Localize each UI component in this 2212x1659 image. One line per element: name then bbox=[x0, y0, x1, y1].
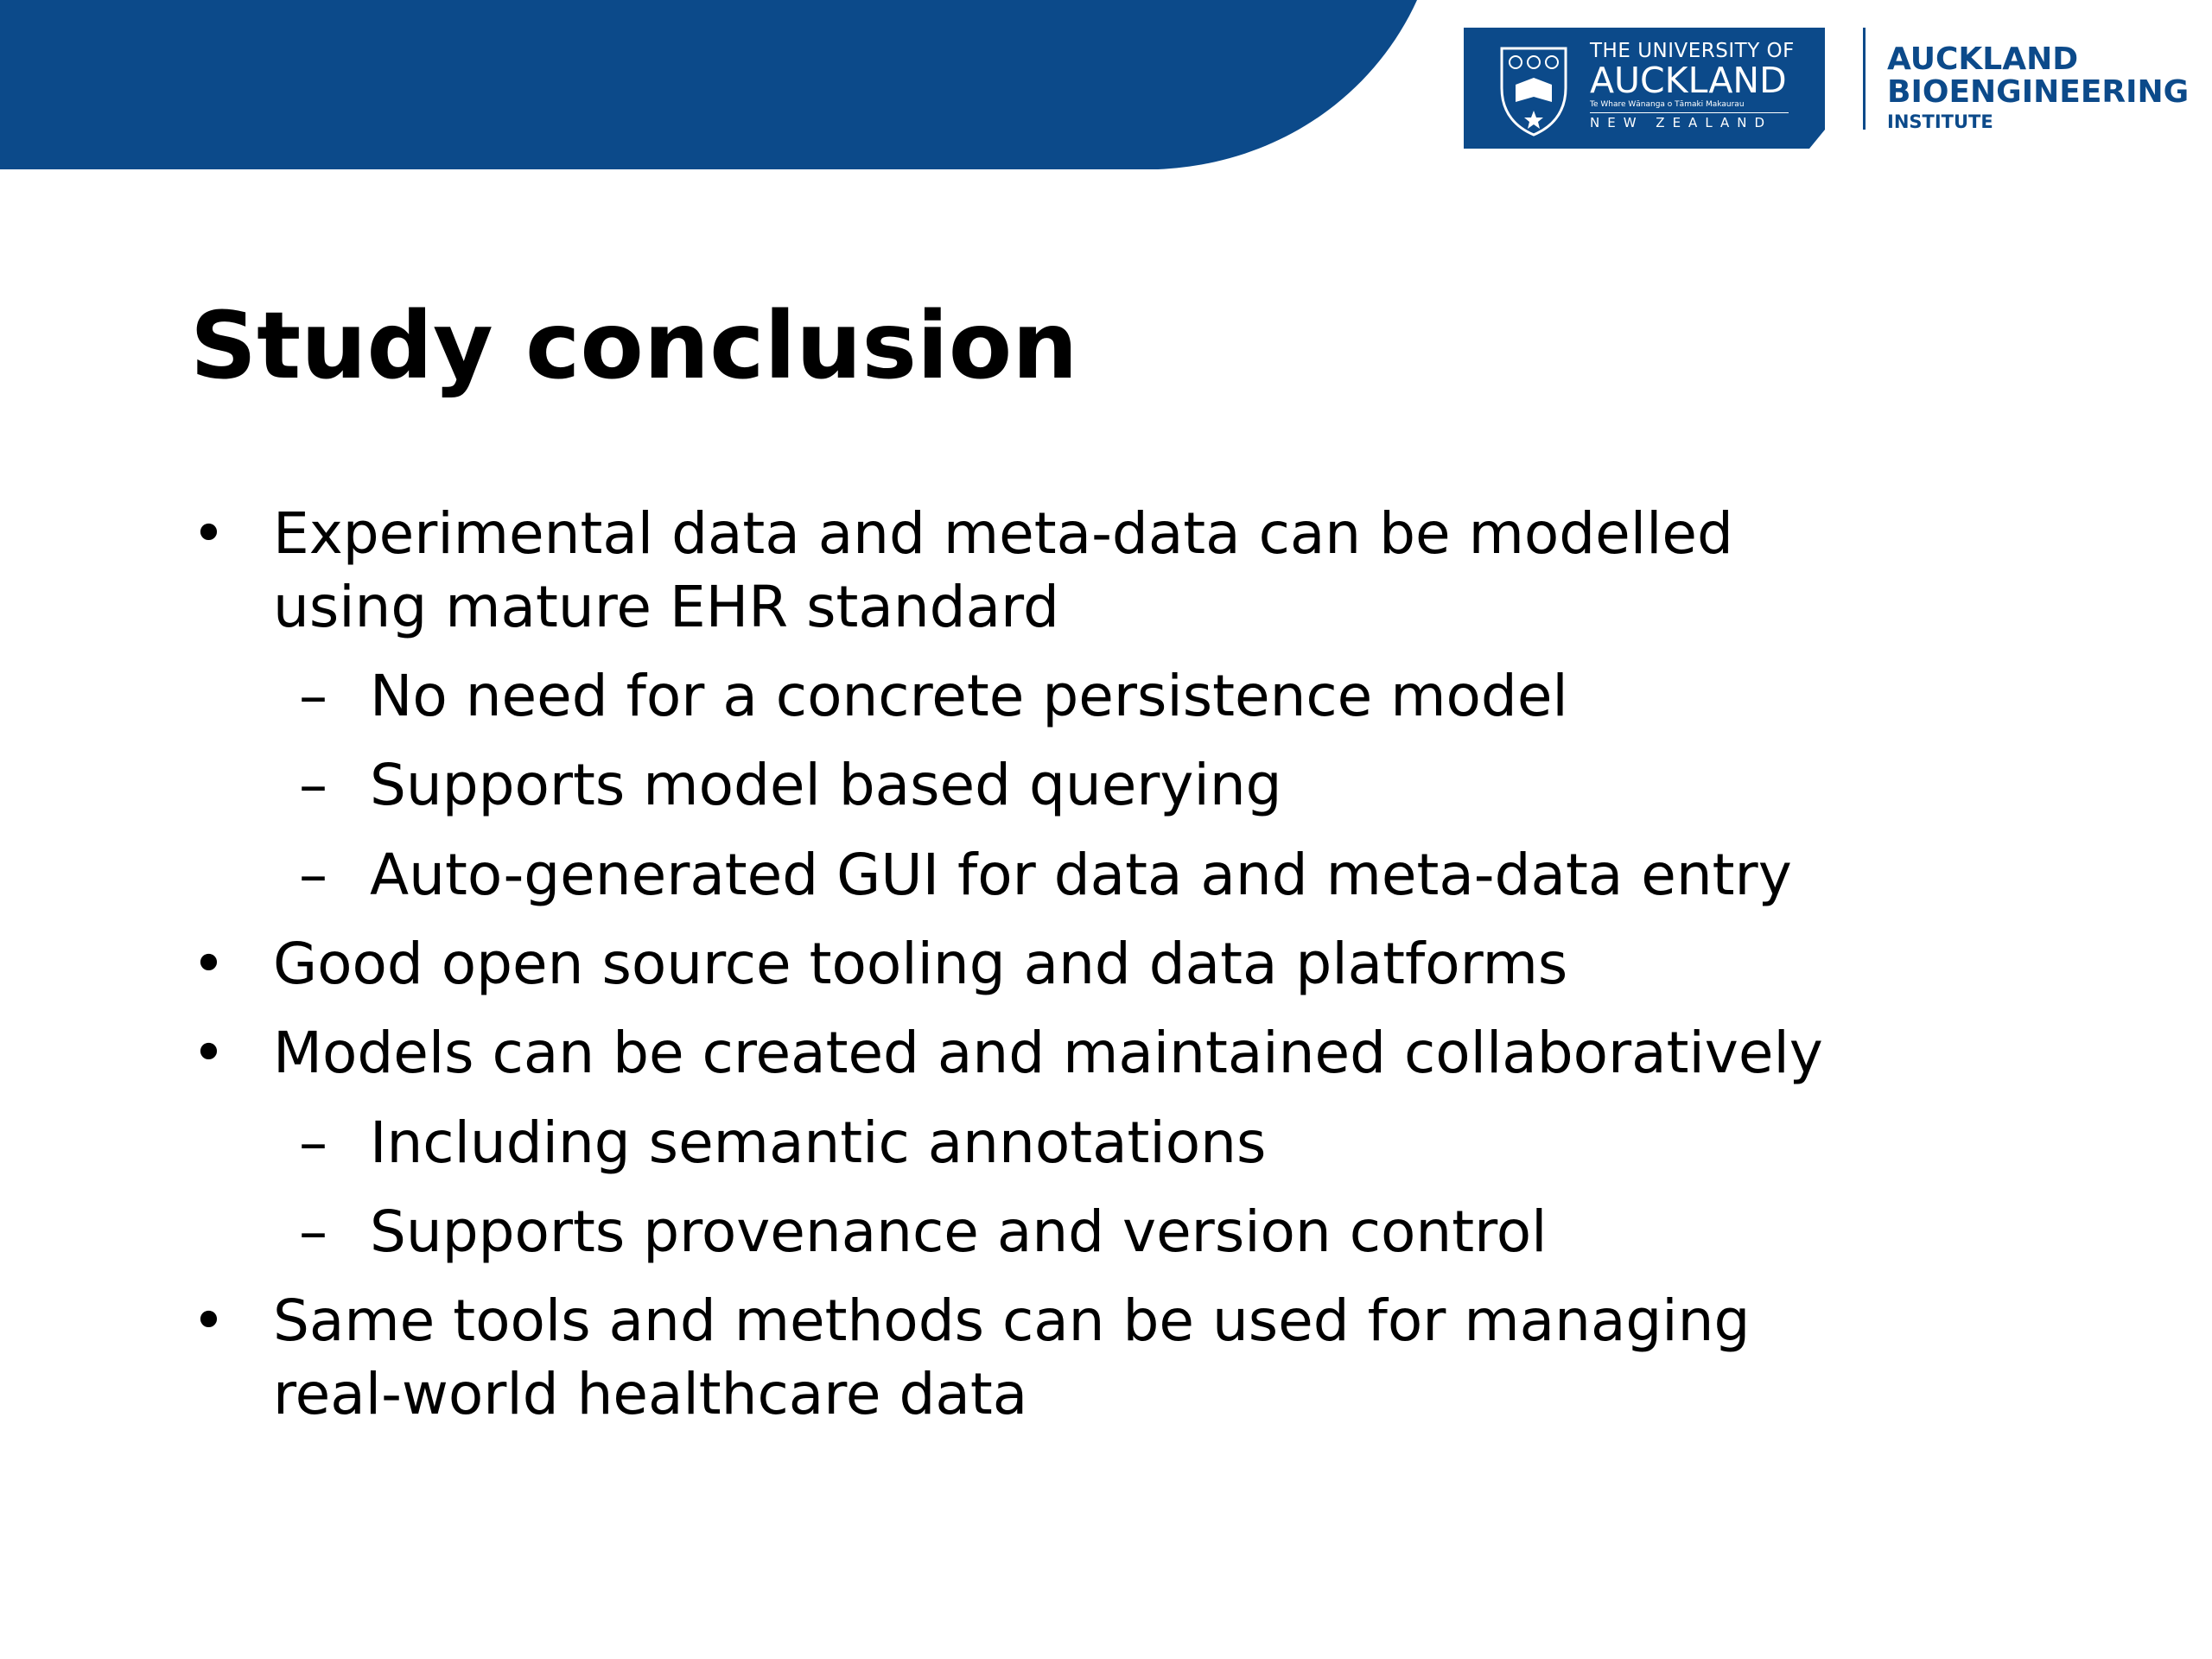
bullet-marker: • bbox=[192, 1020, 226, 1086]
university-logo-line4: NEW ZEALAND bbox=[1590, 112, 1789, 132]
bullet-text-line: Experimental data and meta-data can be modelled bbox=[273, 500, 1733, 567]
bullet-marker: • bbox=[192, 931, 226, 997]
bullet-text: Good open source tooling and data platforms bbox=[273, 931, 1568, 997]
sub-bullet-text: Auto-generated GUI for data and meta-data entry bbox=[370, 842, 1792, 908]
bullet-text: Models can be created and maintained collaboratively bbox=[273, 1020, 1823, 1086]
university-logo-line1: THE UNIVERSITY OF bbox=[1590, 40, 1795, 62]
sub-bullet-text: Including semantic annotations bbox=[370, 1109, 1267, 1176]
sub-bullet-text: Supports provenance and version control bbox=[370, 1198, 1548, 1265]
sub-bullet-marker: – bbox=[299, 1109, 327, 1176]
slide-title: Study conclusion bbox=[190, 293, 1078, 400]
university-logo-line3: Te Whare Wānanga o Tāmaki Makaurau bbox=[1590, 100, 1745, 109]
sub-bullet-text: Supports model based querying bbox=[370, 752, 1282, 818]
bullet-text-line: using mature EHR standard bbox=[273, 574, 1059, 640]
bullet-marker: • bbox=[192, 1287, 226, 1354]
bullet-text-line: real-world healthcare data bbox=[273, 1361, 1028, 1427]
institute-logo-line1: AUCKLAND bbox=[1887, 41, 2079, 77]
sub-bullet-text: No need for a concrete persistence model bbox=[370, 663, 1568, 729]
bullet-marker: • bbox=[192, 500, 226, 567]
bullet-text-line: Same tools and methods can be used for managing bbox=[273, 1287, 1751, 1354]
sub-bullet-marker: – bbox=[299, 842, 327, 908]
institute-logo-line2: BIOENGINEERING bbox=[1887, 74, 2190, 110]
institute-logo-line3: INSTITUTE bbox=[1887, 111, 1993, 132]
sub-bullet-marker: – bbox=[299, 663, 327, 729]
sub-bullet-marker: – bbox=[299, 752, 327, 818]
sub-bullet-marker: – bbox=[299, 1198, 327, 1265]
university-logo-line2: AUCKLAND bbox=[1590, 60, 1787, 101]
